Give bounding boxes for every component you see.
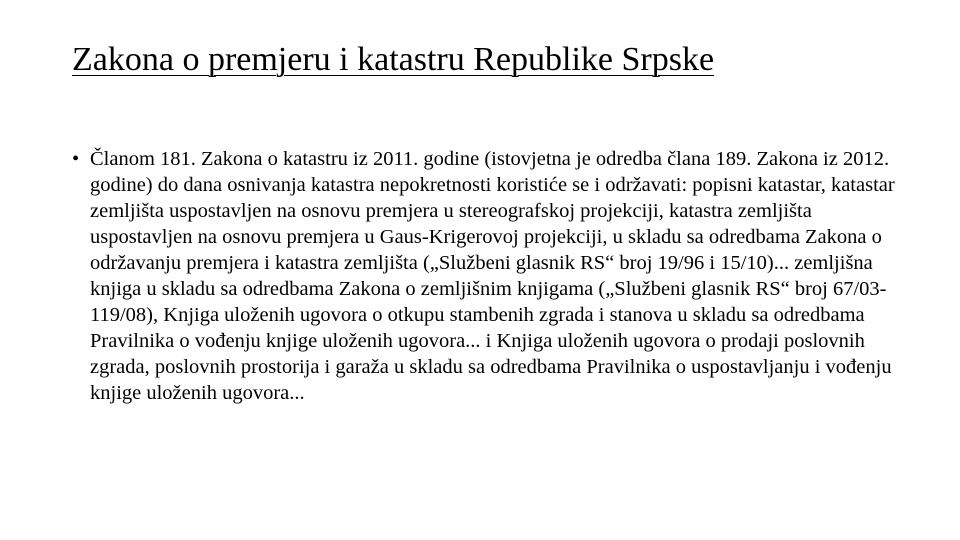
bullet-text: Članom 181. Zakona o katastru iz 2011. godine (istovjetna je odredba člana 189. Zakona iz 2012. godine) do dana osnivanja katastra nepokretnosti koristiće se i održavati: popisni katastar, katastar zemljišta uspostavljen na osnovu premjera u stereografskoj projekciji, katastra zemljišta uspostavljen na osnovu premjera u Gaus-Krigerovoj projekciji, u skladu sa odredbama Zakona o održavanju premjera i katastra zemljišta („Službeni glasnik RS“ broj 19/96 i 15/10)... zemljišna knjiga u skladu sa odredbama Zakona o zemljišnim knjigama („Službeni glasnik RS“ broj 67/03-119/08), Knjiga uloženih ugovora o otkupu stambenih zgrada i stanova u skladu sa odredbama Pravilnika o vođenju knjige uloženih ugovora... i Knjiga uloženih ugovora o prodaji poslovnih zgrada, poslovnih prostorija i garaža u skladu sa odredbama Pravilnika o uspostavljanju i vođenju knjige uloženih ugovora... — [90, 148, 895, 404]
bullet-marker: • — [72, 148, 80, 170]
bullet-item — [72, 146, 902, 406]
bullet-list — [72, 146, 902, 406]
slide-title: Zakona o premjeru i katastru Republike Srpske — [72, 41, 715, 78]
